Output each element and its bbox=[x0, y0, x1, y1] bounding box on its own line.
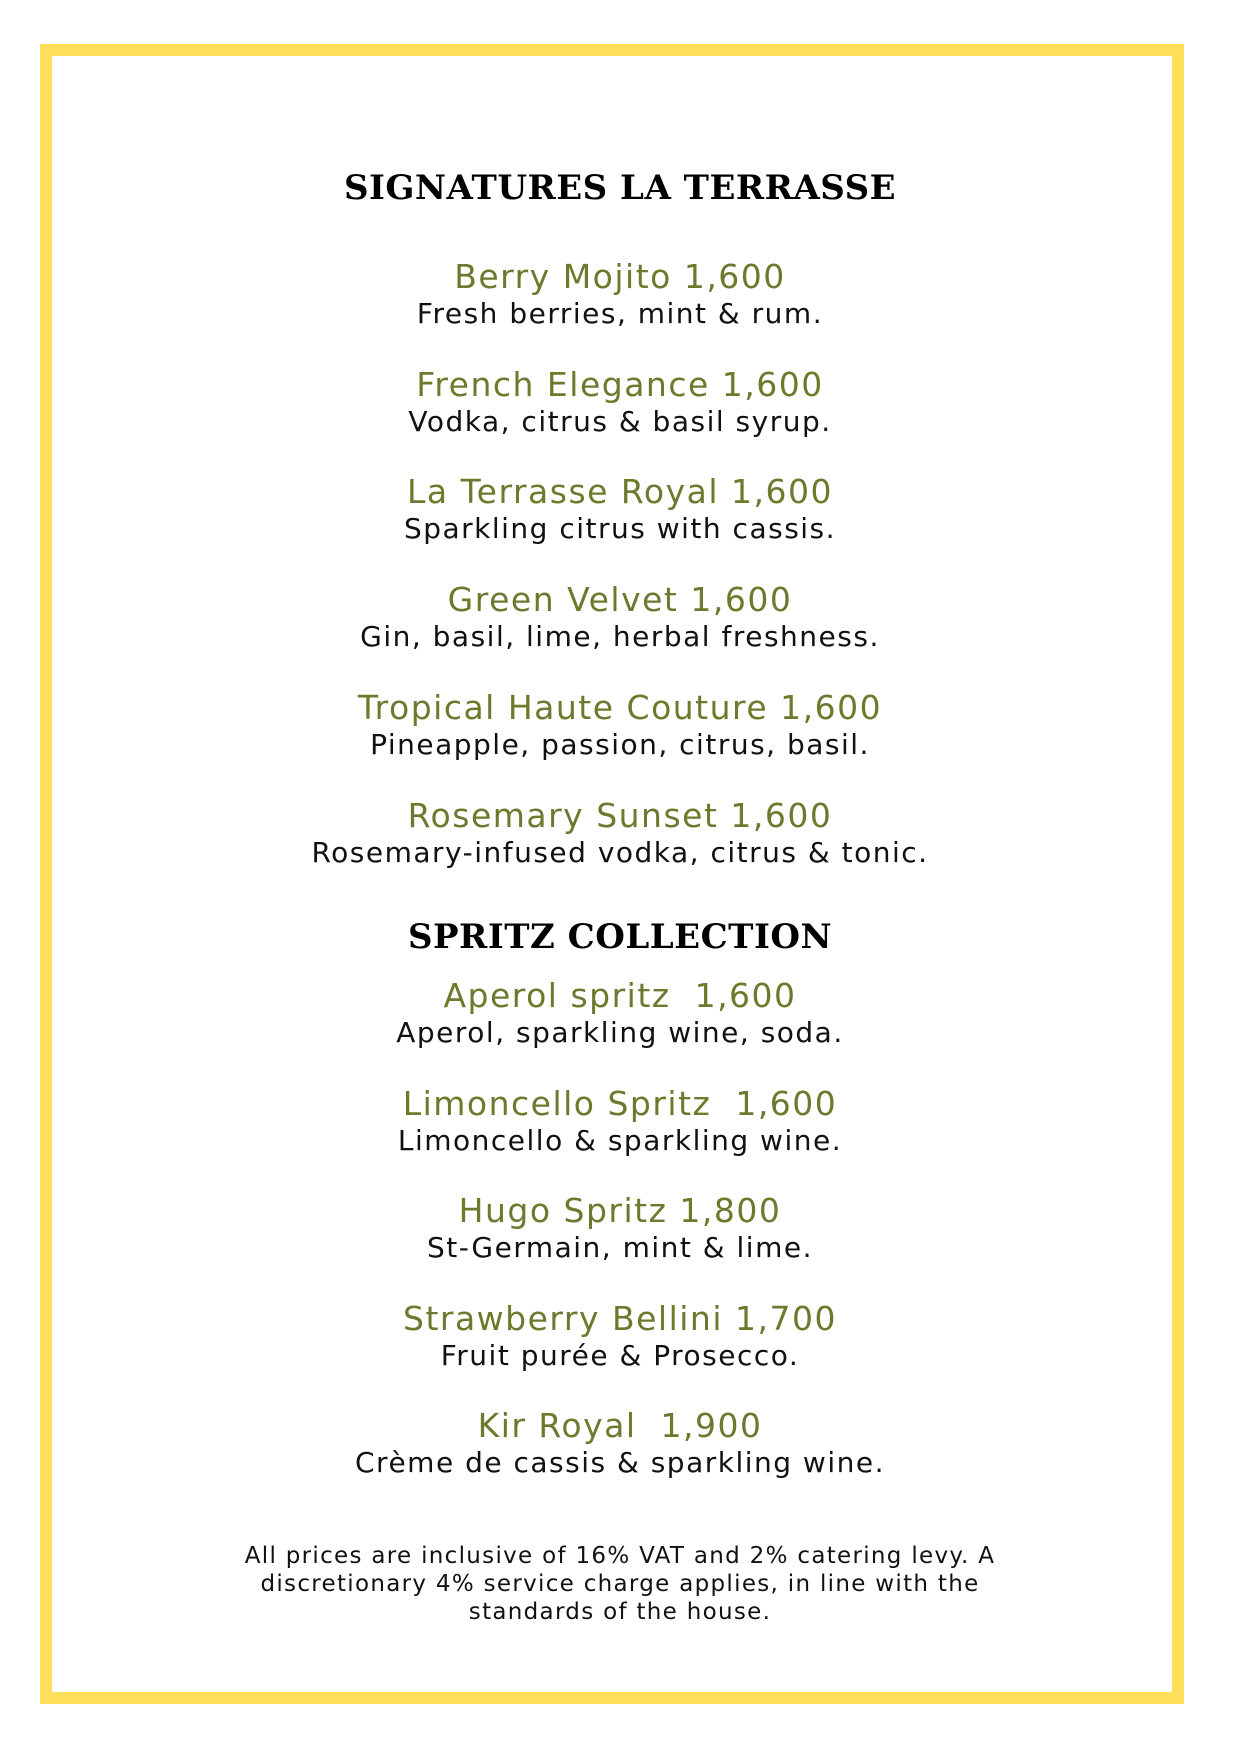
item-description: Vodka, citrus & basil syrup. bbox=[408, 405, 832, 438]
menu-item bbox=[0, 1407, 1240, 1481]
item-name: Rosemary Sunset 1,600 bbox=[407, 796, 833, 835]
menu-item bbox=[0, 689, 1240, 763]
menu-item bbox=[0, 977, 1240, 1051]
item-description: Fruit purée & Prosecco. bbox=[440, 1339, 800, 1372]
item-description: Fresh berries, mint & rum. bbox=[416, 297, 824, 330]
item-description: Aperol, sparkling wine, soda. bbox=[396, 1016, 844, 1049]
item-name: Berry Mojito 1,600 bbox=[454, 257, 786, 296]
item-description: St-Germain, mint & lime. bbox=[427, 1231, 813, 1264]
section-title-signatures: SIGNATURES LA TERRASSE bbox=[343, 168, 897, 208]
item-name: La Terrasse Royal 1,600 bbox=[407, 472, 833, 511]
item-name: Green Velvet 1,600 bbox=[447, 580, 793, 619]
item-name: Hugo Spritz 1,800 bbox=[458, 1191, 782, 1230]
item-description: Pineapple, passion, citrus, basil. bbox=[370, 728, 870, 761]
menu-item bbox=[0, 473, 1240, 547]
section-title-spritz: SPRITZ COLLECTION bbox=[407, 917, 833, 957]
item-name: Limoncello Spritz 1,600 bbox=[402, 1084, 838, 1123]
item-name: Kir Royal 1,900 bbox=[477, 1406, 763, 1445]
footer-note: All prices are inclusive of 16% VAT and 2% catering levy. A discretionary 4% service charge applies, in line with the standards of the house. bbox=[244, 1543, 996, 1625]
menu-item bbox=[0, 1192, 1240, 1266]
item-name: Strawberry Bellini 1,700 bbox=[403, 1299, 837, 1338]
item-name: French Elegance 1,600 bbox=[416, 365, 824, 404]
item-description: Crème de cassis & sparkling wine. bbox=[355, 1446, 885, 1479]
menu-item bbox=[0, 581, 1240, 655]
menu-item bbox=[0, 366, 1240, 440]
menu-item bbox=[0, 258, 1240, 332]
menu-item bbox=[0, 1085, 1240, 1159]
menu-item bbox=[0, 797, 1240, 871]
item-name: Aperol spritz 1,600 bbox=[443, 976, 797, 1015]
menu-item bbox=[0, 1300, 1240, 1374]
item-description: Limoncello & sparkling wine. bbox=[397, 1124, 843, 1157]
item-description: Rosemary-infused vodka, citrus & tonic. bbox=[311, 836, 929, 869]
item-description: Gin, basil, lime, herbal freshness. bbox=[360, 620, 880, 653]
item-name: Tropical Haute Couture 1,600 bbox=[357, 688, 883, 727]
item-description: Sparkling citrus with cassis. bbox=[403, 512, 837, 545]
